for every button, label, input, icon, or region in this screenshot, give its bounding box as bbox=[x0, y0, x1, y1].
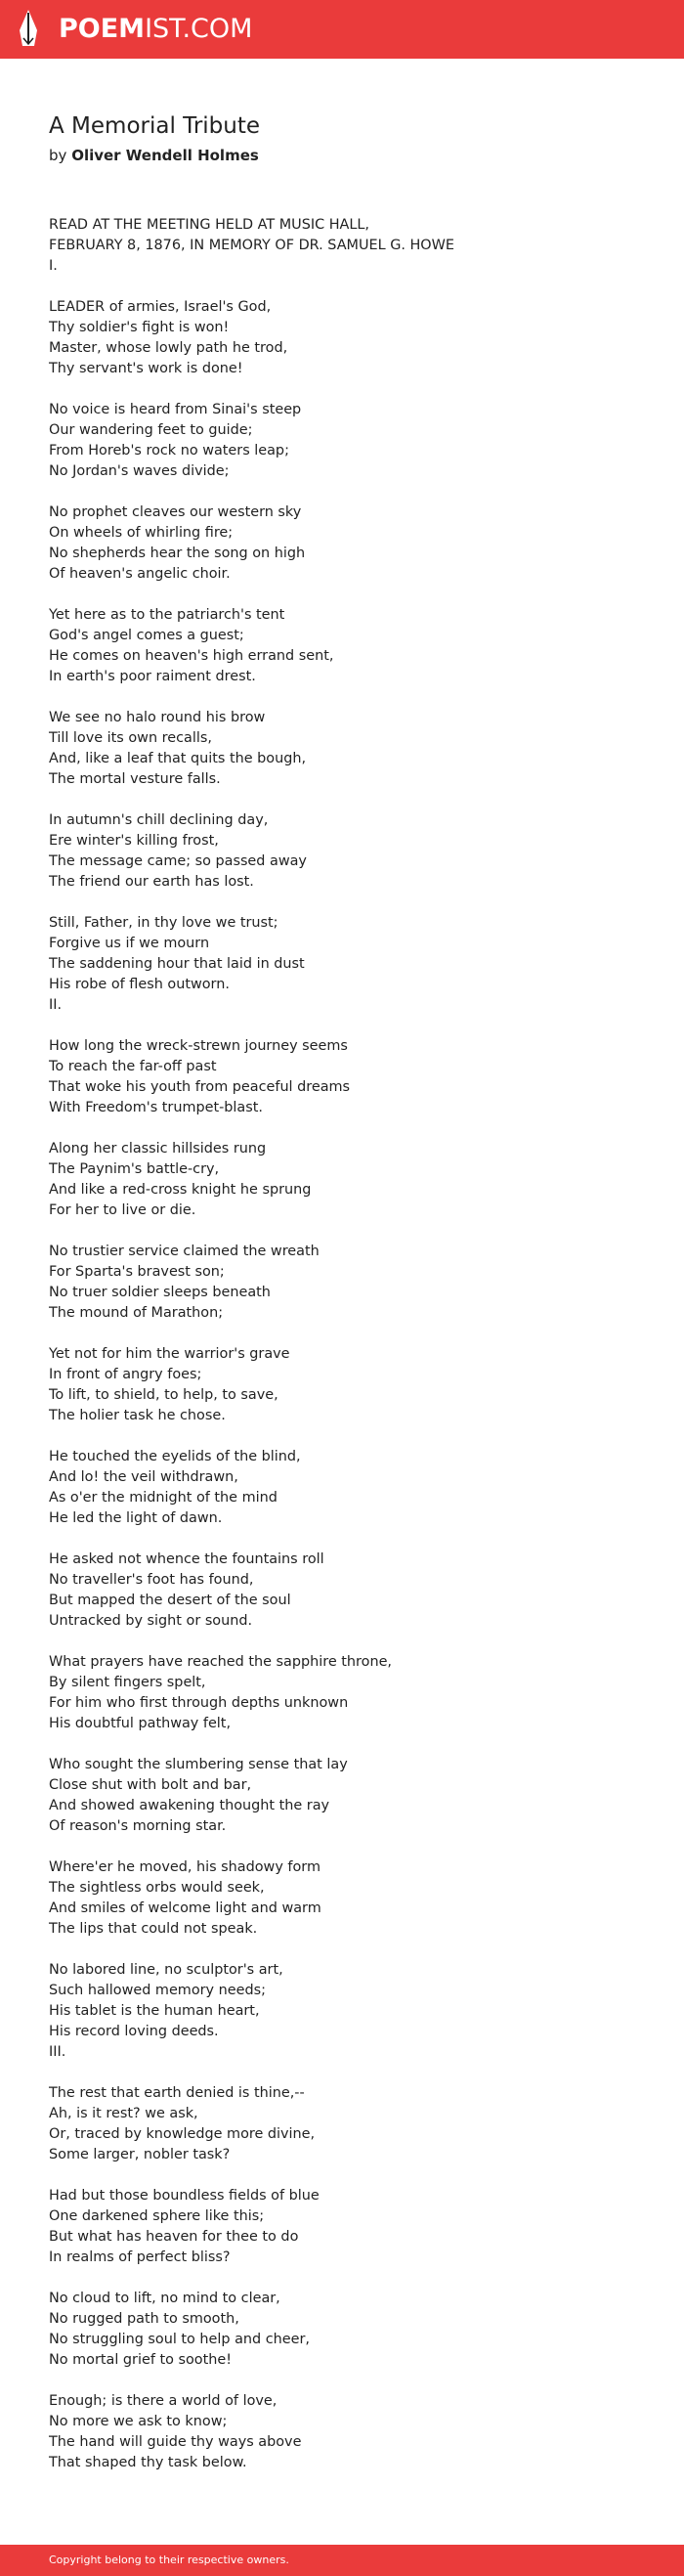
poem-line: Such hallowed memory needs; bbox=[49, 1983, 266, 1998]
poem-line: On wheels of whirling fire; bbox=[49, 525, 234, 541]
poem-line: Ere winter's killing frost, bbox=[49, 833, 219, 849]
poem-line: His doubtful pathway felt, bbox=[49, 1716, 232, 1731]
poem-line: As o'er the midnight of the mind bbox=[49, 1490, 278, 1506]
poem-line: How long the wreck-strewn journey seems bbox=[49, 1038, 348, 1054]
poem-line: Yet here as to the patriarch's tent bbox=[49, 607, 285, 623]
poem-line: The hand will guide thy ways above bbox=[49, 2434, 302, 2450]
logo-light-text: IST.COM bbox=[145, 14, 253, 44]
poem-line: Thy servant's work is done! bbox=[49, 361, 243, 376]
poem-line: He comes on heaven's high errand sent, bbox=[49, 648, 334, 664]
poem-line: The mound of Marathon; bbox=[49, 1305, 224, 1321]
poem-stanza bbox=[49, 1036, 645, 1118]
poem-line: No struggling soul to help and cheer, bbox=[49, 2332, 310, 2347]
poem-line: In front of angry foes; bbox=[49, 1367, 202, 1382]
poem-stanza bbox=[49, 1139, 645, 1221]
poem-line: No rugged path to smooth, bbox=[49, 2311, 239, 2327]
poem-line: Forgive us if we mourn bbox=[49, 936, 210, 951]
poem-line: And, like a leaf that quits the bough, bbox=[49, 751, 307, 766]
poem-line: To lift, to shield, to help, to save, bbox=[49, 1387, 278, 1403]
poem-line: II. bbox=[49, 997, 63, 1013]
poem-line: FEBRUARY 8, 1876, IN MEMORY OF DR. SAMUEL G. HOWE bbox=[49, 238, 454, 253]
poem-line: By silent fingers spelt, bbox=[49, 1675, 206, 1690]
poem-line: Still, Father, in thy love we trust; bbox=[49, 915, 278, 931]
poem-stanza bbox=[49, 1755, 645, 1837]
poem-line: The holier task he chose. bbox=[49, 1408, 226, 1423]
poem-line: And like a red-cross knight he sprung bbox=[49, 1182, 312, 1198]
poem-line: The saddening hour that laid in dust bbox=[49, 956, 305, 972]
poem-line: Ah, is it rest? we ask, bbox=[49, 2106, 198, 2121]
by-label: by bbox=[49, 147, 67, 164]
poem-line: III. bbox=[49, 2044, 66, 2060]
poem-line: No trustier service claimed the wreath bbox=[49, 1244, 320, 1259]
poem-stanza bbox=[49, 605, 645, 687]
poem-line: Of reason's morning star. bbox=[49, 1818, 227, 1834]
poem-stanza bbox=[49, 1242, 645, 1324]
poem-line: And lo! the veil withdrawn, bbox=[49, 1469, 238, 1485]
poem-line: What prayers have reached the sapphire throne, bbox=[49, 1654, 393, 1670]
copyright-text: Copyright belong to their respective owners. bbox=[49, 2554, 289, 2566]
poem-line: The message came; so passed away bbox=[49, 853, 307, 869]
poem-line: Of heaven's angelic choir. bbox=[49, 566, 231, 582]
poem-body bbox=[49, 215, 645, 2473]
poem-stanza bbox=[49, 2186, 645, 2268]
poem-line: Thy soldier's fight is won! bbox=[49, 320, 230, 335]
poem-line: Who sought the slumbering sense that lay bbox=[49, 1757, 348, 1772]
poem-stanza bbox=[49, 1447, 645, 1529]
poem-line: No Jordan's waves divide; bbox=[49, 463, 230, 479]
poem-line: In earth's poor raiment drest. bbox=[49, 669, 256, 684]
poem-title: A Memorial Tribute bbox=[49, 113, 261, 139]
poem-line: Close shut with bolt and bar, bbox=[49, 1777, 252, 1793]
poem-stanza bbox=[49, 215, 645, 277]
poem-line: His tablet is the human heart, bbox=[49, 2003, 260, 2019]
poem-line: He led the light of dawn. bbox=[49, 1510, 223, 1526]
site-header bbox=[0, 0, 684, 59]
poem-line: For her to live or die. bbox=[49, 1202, 196, 1218]
author-name: Oliver Wendell Holmes bbox=[71, 147, 259, 164]
poem-stanza bbox=[49, 1652, 645, 1734]
poem-line: Had but those boundless fields of blue bbox=[49, 2188, 320, 2204]
poem-line: One darkened sphere like this; bbox=[49, 2208, 265, 2224]
poem-line: I. bbox=[49, 258, 58, 274]
poem-line: The friend our earth has lost. bbox=[49, 874, 254, 890]
poem-stanza bbox=[49, 810, 645, 893]
poem-line: In autumn's chill declining day, bbox=[49, 812, 269, 828]
poem-line: And smiles of welcome light and warm bbox=[49, 1900, 321, 1916]
poem-stanza bbox=[49, 2083, 645, 2165]
poem-line: No voice is heard from Sinai's steep bbox=[49, 402, 302, 417]
poem-line: Enough; is there a world of love, bbox=[49, 2393, 278, 2409]
poem-line: We see no halo round his brow bbox=[49, 710, 266, 725]
poem-line: Or, traced by knowledge more divine, bbox=[49, 2126, 316, 2142]
quill-pen-icon bbox=[18, 9, 39, 48]
poem-line: No labored line, no sculptor's art, bbox=[49, 1962, 283, 1978]
poem-line: That shaped thy task below. bbox=[49, 2455, 247, 2470]
poem-line: No more we ask to know; bbox=[49, 2414, 228, 2429]
site-footer bbox=[0, 2545, 684, 2576]
byline bbox=[49, 145, 645, 166]
poem-line: For Sparta's bravest son; bbox=[49, 1264, 225, 1280]
poem-stanza bbox=[49, 1344, 645, 1426]
poem-line: But what has heaven for thee to do bbox=[49, 2229, 299, 2245]
poem-line: Some larger, nobler task? bbox=[49, 2147, 231, 2162]
poem-line: Along her classic hillsides rung bbox=[49, 1141, 267, 1157]
poem-line: READ AT THE MEETING HELD AT MUSIC HALL, bbox=[49, 217, 369, 233]
poem-stanza bbox=[49, 913, 645, 1016]
poem-stanza bbox=[49, 2391, 645, 2473]
poem-line: With Freedom's trumpet-blast. bbox=[49, 1100, 263, 1115]
poem-line: Untracked by sight or sound. bbox=[49, 1613, 253, 1629]
poem-stanza bbox=[49, 1550, 645, 1632]
poem-stanza bbox=[49, 400, 645, 482]
poem-line: God's angel comes a guest; bbox=[49, 628, 244, 643]
poem-content bbox=[49, 109, 645, 2494]
poem-line: The lips that could not speak. bbox=[49, 1921, 258, 1937]
poem-line: The mortal vesture falls. bbox=[49, 771, 221, 787]
poem-line: But mapped the desert of the soul bbox=[49, 1593, 291, 1608]
poem-line: Our wandering feet to guide; bbox=[49, 422, 253, 438]
poem-line: To reach the far-off past bbox=[49, 1059, 217, 1074]
poem-line: His record loving deeds. bbox=[49, 2024, 219, 2039]
poem-line: No mortal grief to soothe! bbox=[49, 2352, 232, 2368]
poem-line: No truer soldier sleeps beneath bbox=[49, 1285, 271, 1300]
poem-stanza bbox=[49, 297, 645, 379]
poem-line: No shepherds hear the song on high bbox=[49, 546, 306, 561]
poem-line: No cloud to lift, no mind to clear, bbox=[49, 2291, 280, 2306]
poem-line: He asked not whence the fountains roll bbox=[49, 1551, 324, 1567]
poem-stanza bbox=[49, 1960, 645, 2063]
poem-line: And showed awakening thought the ray bbox=[49, 1798, 330, 1813]
poem-line: From Horeb's rock no waters leap; bbox=[49, 443, 289, 458]
poem-line: He touched the eyelids of the blind, bbox=[49, 1449, 301, 1464]
logo-bold-text: POEM bbox=[59, 14, 146, 44]
poem-line: Master, whose lowly path he trod, bbox=[49, 340, 288, 356]
poem-line: Till love its own recalls, bbox=[49, 730, 212, 746]
poem-line: For him who first through depths unknown bbox=[49, 1695, 349, 1711]
poem-stanza bbox=[49, 1857, 645, 1940]
poem-line: In realms of perfect bliss? bbox=[49, 2249, 231, 2265]
site-logo[interactable] bbox=[59, 13, 252, 46]
poem-line: That woke his youth from peaceful dreams bbox=[49, 1079, 351, 1095]
poem-line: The rest that earth denied is thine,-- bbox=[49, 2085, 305, 2101]
poem-line: Yet not for him the warrior's grave bbox=[49, 1346, 290, 1362]
poem-stanza bbox=[49, 708, 645, 790]
poem-stanza bbox=[49, 502, 645, 585]
poem-stanza bbox=[49, 2289, 645, 2371]
poem-line: LEADER of armies, Israel's God, bbox=[49, 299, 272, 315]
poem-line: No prophet cleaves our western sky bbox=[49, 504, 302, 520]
poem-line: The sightless orbs would seek, bbox=[49, 1880, 265, 1896]
poem-line: His robe of flesh outworn. bbox=[49, 977, 230, 992]
poem-line: The Paynim's battle-cry, bbox=[49, 1161, 220, 1177]
poem-line: Where'er he moved, his shadowy form bbox=[49, 1859, 321, 1875]
poem-line: No traveller's foot has found, bbox=[49, 1572, 254, 1588]
